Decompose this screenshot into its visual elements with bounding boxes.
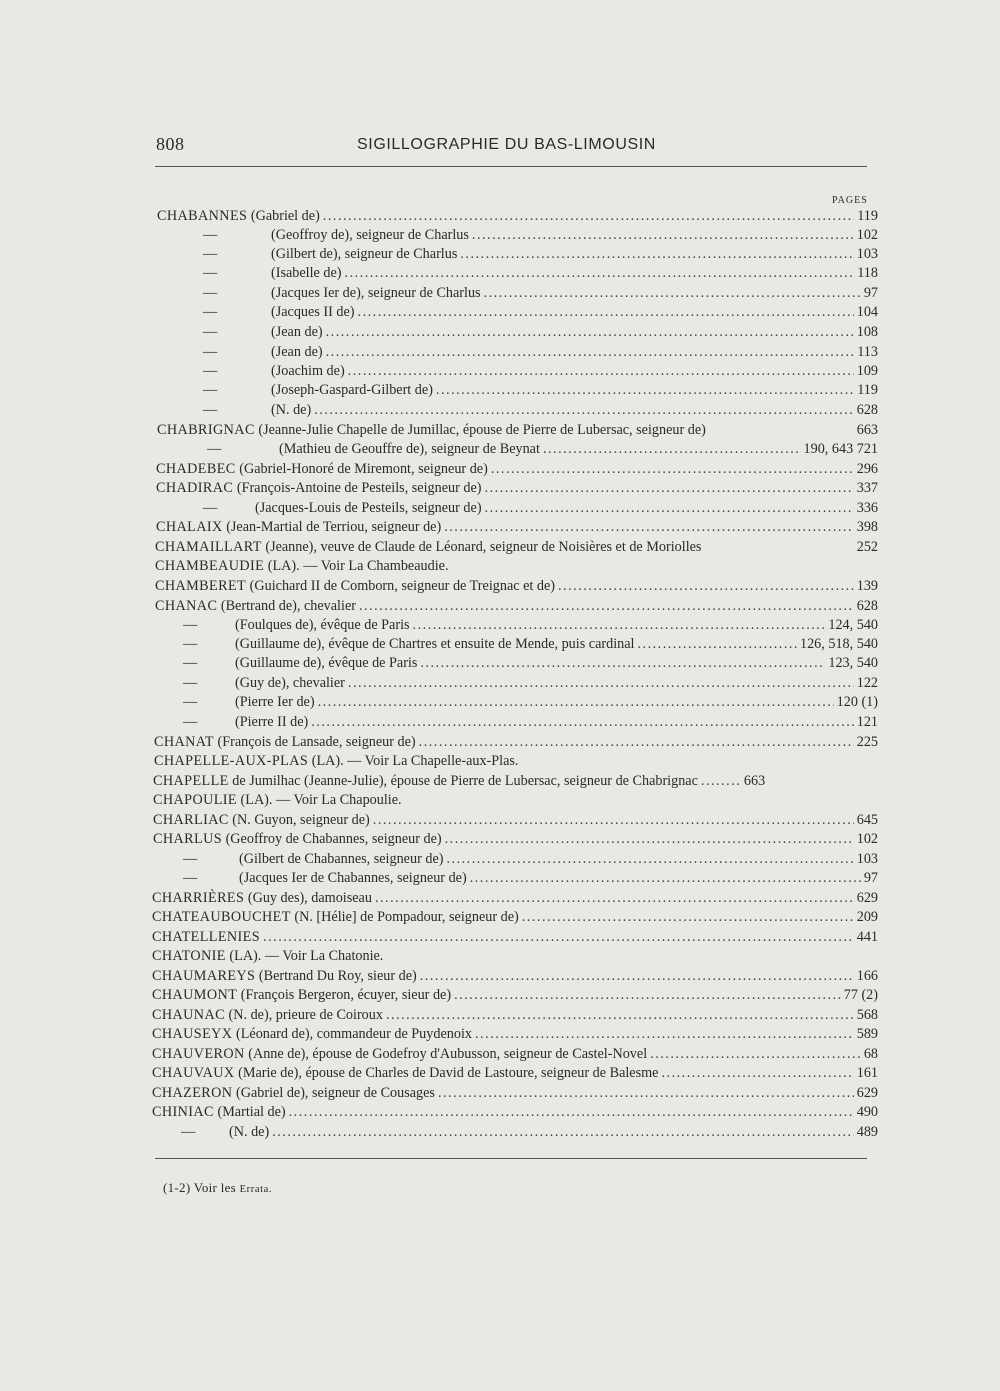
entry-name: CHABRIGNAC xyxy=(157,422,255,438)
entry-text: (LA). — Voir La Chatonie. xyxy=(229,948,384,964)
entry-pages: 119 xyxy=(857,208,878,224)
index-entry xyxy=(156,517,878,537)
index-entry xyxy=(153,771,878,791)
index-entry xyxy=(152,1005,878,1025)
index-entry xyxy=(154,751,878,771)
entry-text: (Gabriel de) xyxy=(250,208,320,224)
entry-name: CHAUVAUX xyxy=(152,1065,235,1081)
entry-name: — xyxy=(181,1124,196,1140)
entry-pages: 628 xyxy=(856,402,878,418)
entry-text: (Jean de) xyxy=(271,344,323,360)
index-entry xyxy=(203,225,878,245)
entry-name: CHANAC xyxy=(155,598,218,614)
entry-text: (Guy des), damoiseau xyxy=(247,890,372,906)
index-entry xyxy=(183,615,878,635)
entry-text: (François de Lansade, seigneur de) xyxy=(217,734,416,750)
index-entry xyxy=(155,537,878,557)
leader-dots xyxy=(446,849,853,869)
leader-dots xyxy=(420,653,825,673)
leader-dots xyxy=(701,771,741,791)
entry-name: CHATEAUBOUCHET xyxy=(152,909,291,925)
entry-pages: 102 xyxy=(856,831,878,847)
index-entry xyxy=(152,1083,878,1103)
entry-pages: 252 xyxy=(856,539,878,555)
entry-pages: 104 xyxy=(856,304,878,320)
entry-pages: 77 (2) xyxy=(843,987,878,1003)
entry-name: CHABANNES xyxy=(157,208,248,224)
entry-pages: 109 xyxy=(856,363,878,379)
entry-pages: 102 xyxy=(856,227,878,243)
leader-dots xyxy=(445,829,854,849)
index-entry xyxy=(183,712,878,732)
entry-pages: 126, 518, 540 xyxy=(799,636,878,652)
leader-dots xyxy=(373,810,854,830)
entry-pages: 663 xyxy=(856,422,878,438)
entry-pages: 190, 643 721 xyxy=(803,441,878,457)
leader-dots xyxy=(475,1024,854,1044)
leader-dots xyxy=(419,732,854,752)
entry-pages: 139 xyxy=(856,578,878,594)
entry-text: (N. de), prieure de Coiroux xyxy=(228,1007,383,1023)
index-entry xyxy=(183,849,878,869)
entry-pages: 628 xyxy=(856,598,878,614)
entry-name: CHAUSEYX xyxy=(152,1026,233,1042)
entry-pages: 118 xyxy=(857,265,878,281)
entry-name: — xyxy=(203,227,218,243)
entry-name: CHARLUS xyxy=(153,831,223,847)
entry-name: CHAZERON xyxy=(152,1085,233,1101)
entry-pages: 103 xyxy=(856,246,878,262)
index-entry xyxy=(153,810,878,830)
entry-pages: 629 xyxy=(856,1085,878,1101)
leader-dots xyxy=(444,517,854,537)
entry-text: (Jacques Ier de Chabannes, seigneur de) xyxy=(239,870,467,886)
entry-text: (Bertrand de), chevalier xyxy=(220,598,356,614)
entry-name: CHAUVERON xyxy=(152,1046,245,1062)
entry-text: de Jumilhac (Jeanne-Julie), épouse de Pierre de Lubersac, seigneur de Chabrignac xyxy=(232,773,698,789)
leader-dots xyxy=(263,927,854,947)
entry-pages: 645 xyxy=(856,812,878,828)
entry-pages: 124, 540 xyxy=(828,617,878,633)
entry-pages: 398 xyxy=(856,519,878,535)
entry-text: (Gilbert de Chabannes, seigneur de) xyxy=(239,851,444,867)
entry-pages: 209 xyxy=(856,909,878,925)
entry-text: (N. Guyon, seigneur de) xyxy=(232,812,370,828)
entry-text: (Foulques de), évêque de Paris xyxy=(235,617,410,633)
leader-dots xyxy=(484,283,861,303)
entry-name: CHADEBEC xyxy=(156,461,236,477)
entry-pages: 296 xyxy=(856,461,878,477)
index-entry xyxy=(183,634,878,654)
entry-text: (Gabriel-Honoré de Miremont, seigneur de) xyxy=(239,461,488,477)
leader-dots xyxy=(420,966,854,986)
entry-text: (Pierre II de) xyxy=(235,714,309,730)
entry-text: (Jacques-Louis de Pesteils, seigneur de) xyxy=(255,500,482,516)
leader-dots xyxy=(358,302,854,322)
entry-pages: 103 xyxy=(856,851,878,867)
index-entry xyxy=(181,1122,878,1142)
entry-name: CHARLIAC xyxy=(153,812,229,828)
entry-name: CHAPOULIE xyxy=(153,792,237,808)
entry-name: — xyxy=(203,265,218,281)
index-entry xyxy=(155,596,878,616)
index-entry xyxy=(152,1024,878,1044)
entry-pages: 113 xyxy=(857,344,878,360)
entry-text: (Jeanne-Julie Chapelle de Jumillac, épouse de Pierre de Lubersac, seigneur de) xyxy=(258,422,706,438)
entry-pages: 161 xyxy=(856,1065,878,1081)
leader-dots xyxy=(661,1063,853,1083)
index-entry xyxy=(152,1044,878,1064)
index-entry xyxy=(153,790,878,810)
entry-text: (Joachim de) xyxy=(271,363,345,379)
footnote xyxy=(163,1180,272,1196)
leader-dots xyxy=(311,712,853,732)
index-entry xyxy=(203,380,878,400)
leader-dots xyxy=(413,615,826,635)
page-number: 808 xyxy=(156,134,185,154)
index-entry xyxy=(183,868,878,888)
index-entry xyxy=(183,653,878,673)
leader-dots xyxy=(454,985,841,1005)
index-entry xyxy=(152,946,878,966)
entry-text: (N. [Hélie] de Pompadour, seigneur de) xyxy=(294,909,519,925)
leader-dots xyxy=(375,888,854,908)
entry-pages: 68 xyxy=(863,1046,878,1062)
entry-text: (Jean-Martial de Terriou, seigneur de) xyxy=(226,519,442,535)
index-entry xyxy=(203,244,878,264)
leader-dots xyxy=(650,1044,861,1064)
leader-dots xyxy=(485,498,854,518)
entry-text: (Gilbert de), seigneur de Charlus xyxy=(271,246,458,262)
entry-name: — xyxy=(203,304,218,320)
entry-text: (LA). — Voir La Chambeaudie. xyxy=(267,558,449,574)
entry-pages: 441 xyxy=(856,929,878,945)
entry-name: — xyxy=(183,714,198,730)
index-entry xyxy=(152,907,878,927)
entry-name: CHAMBERET xyxy=(155,578,247,594)
entry-name: — xyxy=(203,246,218,262)
entry-text: (Jacques II de) xyxy=(271,304,355,320)
entry-name: CHADIRAC xyxy=(156,480,234,496)
index-entry xyxy=(203,322,878,342)
index-entry xyxy=(153,829,878,849)
entry-name: — xyxy=(203,324,218,340)
entry-pages: 568 xyxy=(856,1007,878,1023)
entry-name: CHAPELLE xyxy=(153,773,229,789)
footnote-text: (1-2) Voir les xyxy=(163,1180,237,1195)
entry-text: (N. de) xyxy=(229,1124,270,1140)
index-entry xyxy=(203,302,878,322)
entry-pages: 120 (1) xyxy=(836,694,878,710)
index-entry xyxy=(152,1102,878,1122)
entry-name: — xyxy=(183,675,198,691)
entry-name: — xyxy=(203,382,218,398)
index-entry xyxy=(203,361,878,381)
entry-pages: 589 xyxy=(856,1026,878,1042)
index-entry xyxy=(183,673,878,693)
entry-text: (Bertrand Du Roy, sieur de) xyxy=(258,968,417,984)
leader-dots xyxy=(558,576,854,596)
entry-name: CHAUMAREYS xyxy=(152,968,256,984)
index-entry xyxy=(156,478,878,498)
leader-dots xyxy=(318,692,834,712)
entry-name: — xyxy=(203,402,218,418)
entry-text: (Geoffroy de), seigneur de Charlus xyxy=(271,227,469,243)
entry-name: — xyxy=(183,851,198,867)
entry-pages: 123, 540 xyxy=(828,655,878,671)
entry-name: CHAUMONT xyxy=(152,987,238,1003)
index-entry xyxy=(152,1063,878,1083)
entry-pages: 337 xyxy=(856,480,878,496)
leader-dots xyxy=(637,634,797,654)
entry-text: (Jeanne), veuve de Claude de Léonard, seigneur de Noisières et de Moriolles xyxy=(265,539,702,555)
entry-pages: 489 xyxy=(856,1124,878,1140)
index-entry xyxy=(203,263,878,283)
leader-dots xyxy=(438,1083,854,1103)
entry-text: (Jean de) xyxy=(271,324,323,340)
entry-pages: 663 xyxy=(743,773,766,789)
entry-name: CHALAIX xyxy=(156,519,223,535)
entry-text: (Joseph-Gaspard-Gilbert de) xyxy=(271,382,433,398)
entry-name: CHARRIÈRES xyxy=(152,890,245,906)
entry-name: CHAPELLE-AUX-PLAS xyxy=(154,753,309,769)
leader-dots xyxy=(326,322,854,342)
entry-pages: 490 xyxy=(856,1104,878,1120)
entry-pages: 97 xyxy=(863,870,878,886)
entry-name: — xyxy=(203,285,218,301)
entry-name: — xyxy=(183,870,198,886)
entry-name: CHAMAILLART xyxy=(155,539,262,555)
entry-text: (Martial de) xyxy=(217,1104,286,1120)
entry-name: — xyxy=(203,363,218,379)
entry-text: (François-Antoine de Pesteils, seigneur de) xyxy=(236,480,482,496)
entry-name: CHINIAC xyxy=(152,1104,214,1120)
entry-text: (Guichard II de Comborn, seigneur de Treignac et de) xyxy=(249,578,555,594)
entry-text: (Pierre Ier de) xyxy=(235,694,315,710)
entry-text: (Guillaume de), évêque de Chartres et ensuite de Mende, puis cardinal xyxy=(235,636,635,652)
leader-dots xyxy=(348,673,854,693)
index-entry xyxy=(152,888,878,908)
entry-name: CHATONIE xyxy=(152,948,226,964)
index-entry xyxy=(152,966,878,986)
entry-pages: 97 xyxy=(863,285,878,301)
entry-text: (LA). — Voir La Chapelle-aux-Plas. xyxy=(311,753,519,769)
entry-pages: 119 xyxy=(857,382,878,398)
leader-dots xyxy=(386,1005,854,1025)
leader-dots xyxy=(470,868,861,888)
entry-text: (Jacques Ier de), seigneur de Charlus xyxy=(271,285,481,301)
entry-name: CHAUNAC xyxy=(152,1007,225,1023)
leader-dots xyxy=(522,907,854,927)
index-entry xyxy=(152,985,878,1005)
entry-text: (Marie de), épouse de Charles de David de Lastoure, seigneur de Balesme xyxy=(238,1065,659,1081)
entry-text: (Isabelle de) xyxy=(271,265,342,281)
entry-text: (Mathieu de Geouffre de), seigneur de Beynat xyxy=(279,441,540,457)
entry-text: (Anne de), épouse de Godefroy d'Aubusson, seigneur de Castel-Novel xyxy=(248,1046,648,1062)
footnote-errata-ref: Errata. xyxy=(239,1184,273,1195)
entry-pages: 108 xyxy=(856,324,878,340)
entry-text: (Léonard de), commandeur de Puydenoix xyxy=(236,1026,472,1042)
entry-text: (LA). — Voir La Chapoulie. xyxy=(240,792,402,808)
entry-name: — xyxy=(183,617,198,633)
entry-name: CHAMBEAUDIE xyxy=(155,558,265,574)
entry-name: CHANAT xyxy=(154,734,214,750)
entry-name: — xyxy=(183,655,198,671)
entry-pages: 166 xyxy=(856,968,878,984)
index-entry xyxy=(203,342,878,362)
running-title: SIGILLOGRAPHIE DU BAS-LIMOUSIN xyxy=(357,136,656,153)
entry-name: — xyxy=(203,500,218,516)
index-entry xyxy=(155,576,878,596)
leader-dots xyxy=(485,478,854,498)
entry-pages: 121 xyxy=(856,714,878,730)
leader-dots xyxy=(436,380,854,400)
entry-name: — xyxy=(203,344,218,360)
index-entry xyxy=(203,400,878,420)
header-rule xyxy=(155,166,867,167)
leader-dots xyxy=(359,596,854,616)
entry-text: (Guillaume de), évêque de Paris xyxy=(235,655,418,671)
leader-dots xyxy=(491,459,854,479)
entry-pages: 225 xyxy=(856,734,878,750)
entry-pages: 336 xyxy=(856,500,878,516)
entry-name: CHATELLENIES xyxy=(152,929,261,945)
entry-text: (Guy de), chevalier xyxy=(235,675,345,691)
index-entry xyxy=(156,459,878,479)
entry-name: — xyxy=(207,441,222,457)
index-entry xyxy=(183,692,878,712)
leader-dots xyxy=(543,439,801,459)
index-entry xyxy=(152,927,878,947)
leader-dots xyxy=(314,400,854,420)
leader-dots xyxy=(460,244,853,264)
index-entry xyxy=(157,206,878,226)
leader-dots xyxy=(348,361,854,381)
entry-pages: 122 xyxy=(856,675,878,691)
entry-text: (Geoffroy de Chabannes, seigneur de) xyxy=(225,831,442,847)
index-entry xyxy=(207,439,878,459)
leader-dots xyxy=(345,263,855,283)
index-entry xyxy=(154,732,878,752)
leader-dots xyxy=(289,1102,854,1122)
pages-column-label: PAGES xyxy=(832,195,868,206)
leader-dots xyxy=(326,342,855,362)
entry-text: (François Bergeron, écuyer, sieur de) xyxy=(240,987,452,1003)
entry-name: — xyxy=(183,694,198,710)
index-entry xyxy=(157,420,878,440)
footnote-rule xyxy=(155,1158,867,1159)
leader-dots xyxy=(472,225,854,245)
leader-dots xyxy=(323,206,854,226)
entry-pages: 629 xyxy=(856,890,878,906)
leader-dots xyxy=(272,1122,854,1142)
entry-name: — xyxy=(183,636,198,652)
entry-text: (Gabriel de), seigneur de Cousages xyxy=(236,1085,435,1101)
index-entry xyxy=(155,556,878,576)
entry-text: (N. de) xyxy=(271,402,312,418)
index-entry xyxy=(203,283,878,303)
index-entry xyxy=(203,498,878,518)
